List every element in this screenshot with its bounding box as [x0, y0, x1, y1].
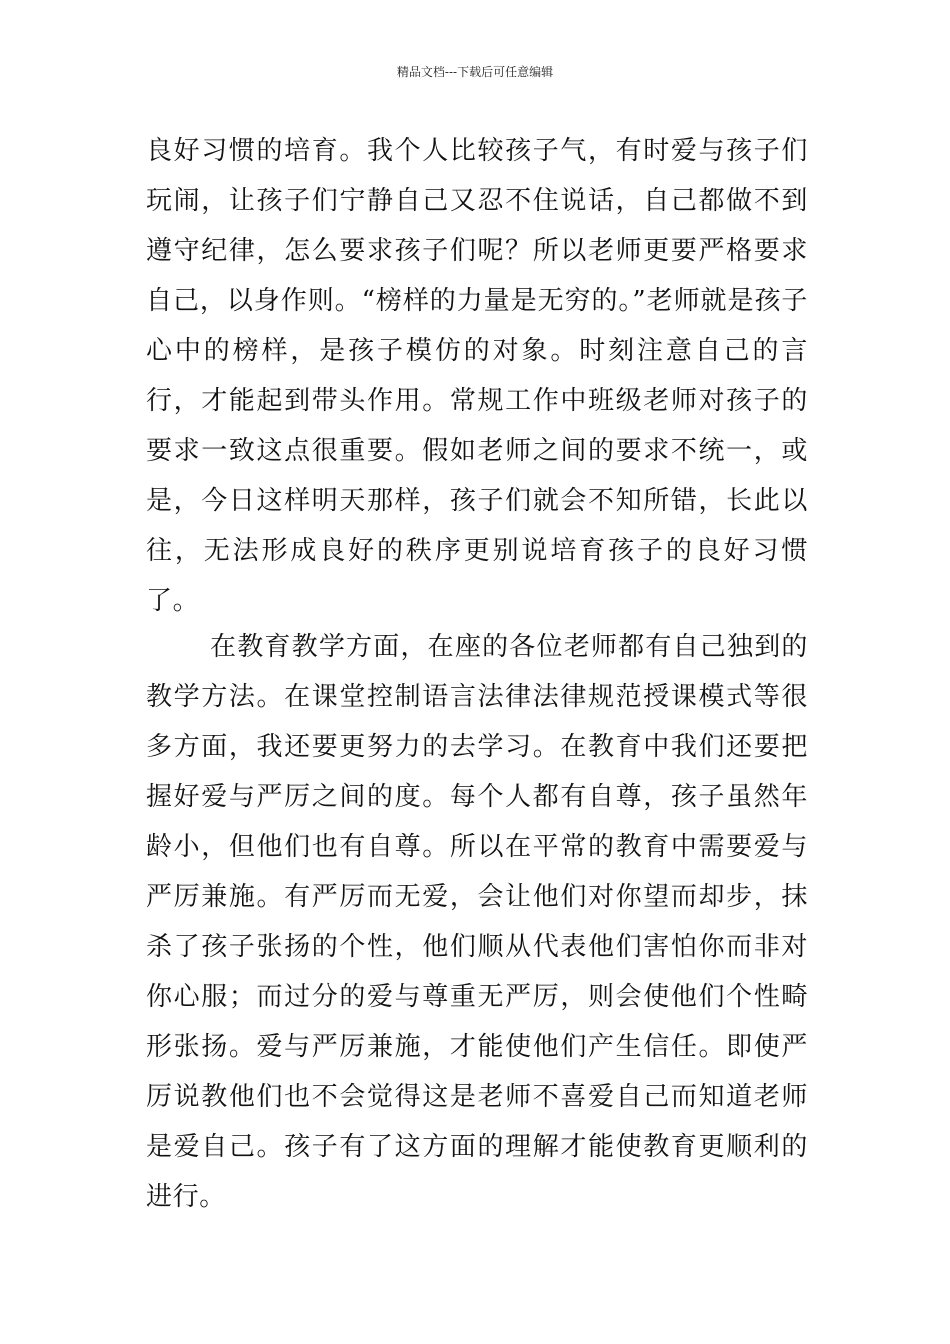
paragraph-1: 良好习惯的培育。我个人比较孩子气，有时爱与孩子们玩闹，让孩子们宁静自己又忍不住说话，自己都做不到遵守纪律，怎么要求孩子们呢？所以老师更要严格要求自己，以身作则。“榜样的力量是无穷的。”老师就是孩子心中的榜样，是孩子模仿的对象。时刻注意自己的言行，才能起到带头作用。常规工作中班级老师对孩子的要求一致这点很重要。假如老师之间的要求不统一，或是，今日这样明天那样，孩子们就会不知所错，长此以往，无法形成良好的秩序更别说培育孩子的良好习惯了。 — [146, 136, 808, 616]
paragraph-2: 在教育教学方面，在座的各位老师都有自己独到的教学方法。在课堂控制语言法律法律规范授课模式等很多方面，我还要更努力的去学习。在教育中我们还要把握好爱与严厉之间的度。每个人都有自尊，孩子虽然年龄小，但他们也有自尊。所以在平常的教育中需要爱与严厉兼施。有严厉而无爱，会让他们对你望而却步，抹杀了孩子张扬的个性，他们顺从代表他们害怕你而非对你心服；而过分的爱与尊重无严厉，则会使他们个性畸形张扬。爱与严厉兼施，才能使他们产生信任。即使严厉说教他们也不会觉得这是老师不喜爱自己而知道老师是爱自己。孩子有了这方面的理解才能使教育更顺利的进行。 — [146, 632, 808, 1212]
page-header: 精品文档---下载后可任意编辑 — [396, 65, 554, 79]
